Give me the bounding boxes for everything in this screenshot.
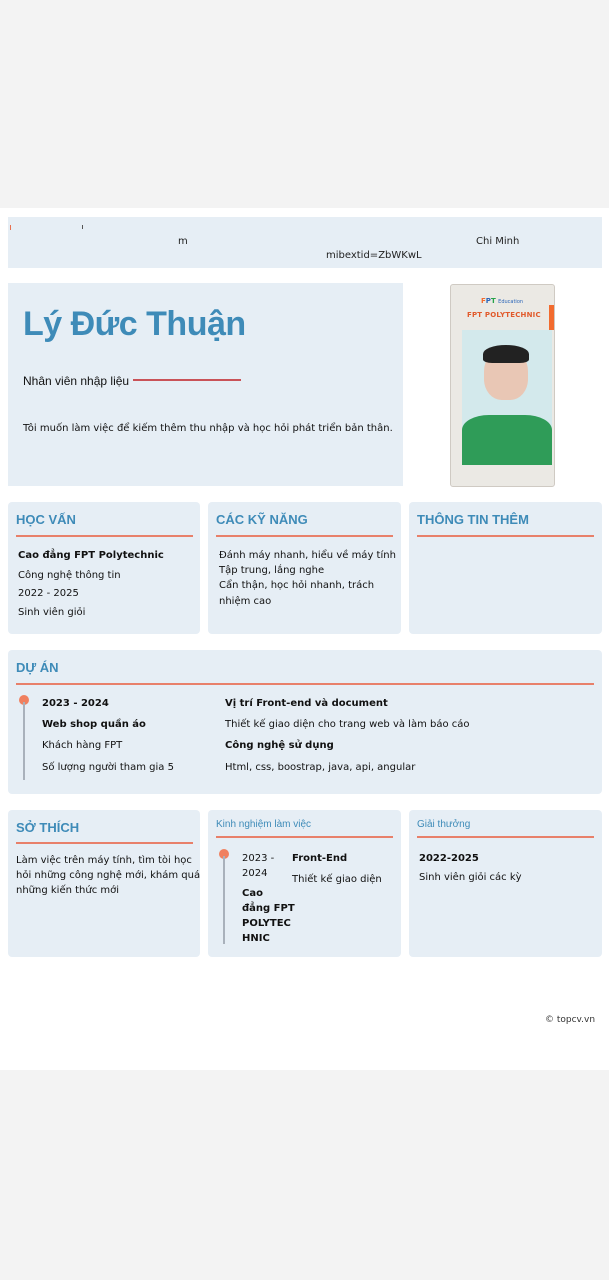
section-title: CÁC KỸ NĂNG xyxy=(216,512,308,527)
timeline-line xyxy=(223,856,225,944)
education-section xyxy=(8,502,200,634)
hobby-line: hỏi những công nghệ mới, khám quá xyxy=(16,870,201,881)
hobby-line: Làm việc trên máy tính, tìm tòi học xyxy=(16,855,192,866)
section-divider xyxy=(417,535,594,537)
section-divider xyxy=(216,535,393,537)
section-divider xyxy=(16,683,594,685)
photo-hair xyxy=(483,345,529,363)
hobby-line: những kiến thức mới xyxy=(16,885,120,896)
grade: Sinh viên giỏi xyxy=(18,607,86,618)
extra-info-section xyxy=(409,502,602,634)
project-tech: Html, css, boostrap, java, api, angular xyxy=(225,762,416,773)
section-divider xyxy=(16,535,193,537)
contact-info-bar xyxy=(8,217,602,268)
section-divider xyxy=(16,842,193,844)
section-title: HỌC VẤN xyxy=(16,512,76,527)
contact-fragment: m xyxy=(178,236,188,247)
project-name: Web shop quần áo xyxy=(42,719,146,730)
project-client: Khách hàng FPT xyxy=(42,740,123,751)
project-team-size: Số lượng người tham gia 5 xyxy=(42,762,174,773)
school-logo-text: FPT POLYTECHNIC xyxy=(467,311,541,319)
project-period: 2023 - 2024 xyxy=(42,698,109,709)
profile-photo xyxy=(450,284,555,487)
experience-section xyxy=(208,810,401,957)
topcv-credit[interactable]: © topcv.vn xyxy=(545,1015,596,1025)
award-period: 2022-2025 xyxy=(419,853,479,864)
contact-address: Chi Minh xyxy=(476,236,520,247)
skill-line: Đánh máy nhanh, hiểu về máy tính xyxy=(219,550,396,561)
school-name: Cao đẳng FPT Polytechnic xyxy=(18,550,164,561)
section-title: DỰ ÁN xyxy=(16,660,59,675)
experience-period: 2024 xyxy=(242,868,268,879)
experience-description: Thiết kế giao diện xyxy=(292,874,382,885)
section-title: SỞ THÍCH xyxy=(16,820,80,835)
contact-marker xyxy=(10,225,11,230)
section-title: Kinh nghiệm làm việc xyxy=(216,819,312,830)
experience-company: POLYTEC xyxy=(242,918,291,929)
experience-position: Front-End xyxy=(292,853,348,864)
project-tech-label: Công nghệ sử dụng xyxy=(225,740,334,751)
skill-line: Cẩn thận, học hỏi nhanh, trách xyxy=(219,580,375,591)
major: Công nghệ thông tin xyxy=(18,570,121,581)
skill-line: nhiệm cao xyxy=(219,596,272,607)
skill-line: Tập trung, lắng nghe xyxy=(219,565,325,576)
experience-company: đẳng FPT xyxy=(242,903,295,914)
title-divider xyxy=(133,379,241,381)
project-position: Vị trí Front-end và document xyxy=(225,698,388,709)
experience-period: 2023 - xyxy=(242,853,275,864)
full-name: Lý Đức Thuận xyxy=(23,305,246,343)
projects-section xyxy=(8,650,602,794)
section-title: THÔNG TIN THÊM xyxy=(417,512,529,527)
contact-marker xyxy=(82,225,83,229)
study-period: 2022 - 2025 xyxy=(18,588,79,599)
project-description: Thiết kế giao diện cho trang web và làm báo cáo xyxy=(225,719,470,730)
experience-company: HNIC xyxy=(242,933,270,944)
fpt-logo: FPT Education xyxy=(481,297,524,305)
award-name: Sinh viên giỏi các kỳ xyxy=(419,872,522,883)
profile-header xyxy=(8,283,403,486)
section-divider xyxy=(216,836,393,838)
section-divider xyxy=(417,836,594,838)
skills-section xyxy=(208,502,401,634)
photo-shirt xyxy=(462,415,552,465)
contact-link[interactable]: mibextid=ZbWKwL xyxy=(326,250,422,261)
experience-company: Cao xyxy=(242,888,263,899)
hobbies-section xyxy=(8,810,200,957)
career-objective: Tôi muốn làm việc để kiếm thêm thu nhập và học hỏi phát triển bản thân. xyxy=(23,423,393,434)
section-title: Giải thưởng xyxy=(417,819,471,830)
awards-section xyxy=(409,810,602,957)
job-title: Nhân viên nhập liệu xyxy=(23,374,130,388)
photo-tag xyxy=(549,305,554,330)
timeline-line xyxy=(23,702,25,780)
